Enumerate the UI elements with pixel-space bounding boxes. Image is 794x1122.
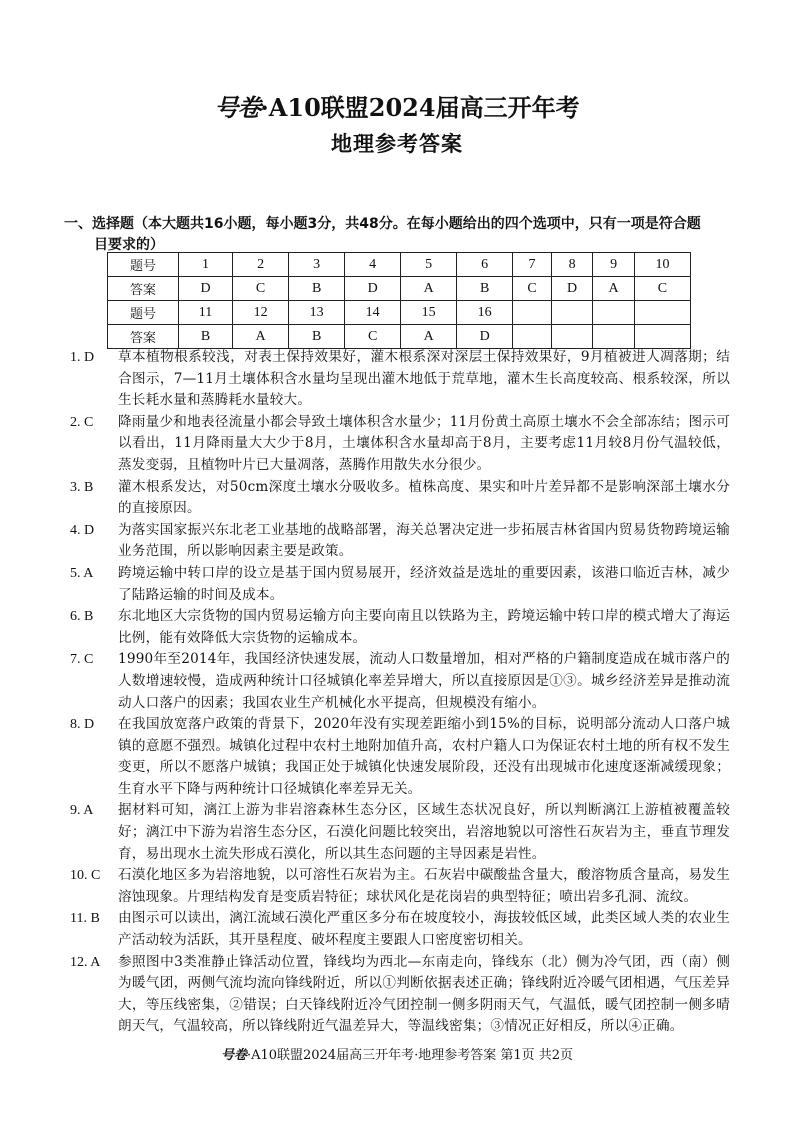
item-number: 8. D xyxy=(70,717,95,733)
item-explanation: 据材料可知，漓江上游为非岩溶森林生态分区，区域生态状况良好，所以判断漓江上游植被覆盖较好；漓江中下游为岩溶生态分区，石漠化问题比较突出，岩溶地貌以可溶性石灰岩为主，垂直节理发育，易出现水土流失形成石漠化，所以其生态问题的主导因素是岩性。 xyxy=(118,802,730,862)
answer-cell: A xyxy=(233,325,289,349)
item-number: 7. C xyxy=(70,652,94,668)
item-explanation: 东北地区大宗货物的国内贸易运输方向主要向南且以铁路为主，跨境运输中转口岸的模式增大了海运比例，能有效降低大宗货物的运输成本。 xyxy=(118,608,730,646)
item-number: 4. D xyxy=(70,522,95,538)
question-number-cell xyxy=(634,301,690,325)
question-number-cell: 8 xyxy=(551,253,593,277)
answer-cell: A xyxy=(401,325,457,349)
item-explanation: 1990年至2014年，我国经济快速发展，流动人口数量增加，相对严格的户籍制度造成在城市落户的人数增速较慢，造成两种统计口径城镇化率差异增大，所以直接原因是①③。城乡经济差异是推动流动人口落户的因素；我国农业生产机械化水平提高，但规模没有缩小。 xyxy=(118,651,730,711)
answer-cell: B xyxy=(457,277,513,301)
answer-cell: C xyxy=(233,277,289,301)
brand-logo: 号卷 xyxy=(214,93,261,122)
item-explanation: 为落实国家振兴东北老工业基地的战略部署，海关总署决定进一步拓展吉林省国内贸易货物跨境运输业务范围，所以影响因素主要是政策。 xyxy=(118,521,730,560)
answer-item xyxy=(70,908,730,951)
question-number-cell: 10 xyxy=(634,253,690,277)
answer-cell xyxy=(513,325,552,349)
answer-cell: B xyxy=(289,277,345,301)
answer-cell: A xyxy=(401,277,457,301)
answer-item xyxy=(70,714,730,800)
item-number: 11. B xyxy=(70,911,100,927)
title-text: ·A10联盟2024届高三开年考 xyxy=(260,93,580,122)
row-label: 题号 xyxy=(108,253,179,277)
answer-table xyxy=(107,252,691,349)
item-explanation: 参照图中3类准静止锋活动位置，锋线均为西北—东南走向，锋线东（北）侧为冷气团，西（南）侧为暖气团，两侧气流均流向锋线附近，所以①判断依据表述正确；锋线附近冷暖气团相遇，气压差异大，等压线密集，②错误；白天锋线附近冷气团控制一侧多阴雨天气，气温低，暖气团控制一侧多晴朗天气，气温较高，所以锋线附近气温差异大，等温线密集；③情况正好相反，所以④正确。 xyxy=(118,953,730,1035)
item-explanation: 由图示可以读出，漓江流域石漠化严重区多分布在坡度较小，海拔较低区域，此类区域人类的农业生产活动较为活跃，其开垦程度、破坏程度主要跟人口密度密切相关。 xyxy=(118,910,730,949)
item-number: 5. A xyxy=(70,565,94,581)
question-number-cell: 15 xyxy=(401,301,457,325)
question-number-cell: 13 xyxy=(289,301,345,325)
answer-item xyxy=(70,563,730,606)
question-number-cell xyxy=(513,301,552,325)
answer-cell: C xyxy=(345,325,401,349)
answer-cell: D xyxy=(179,277,233,301)
answer-cell xyxy=(593,325,635,349)
item-number: 12. A xyxy=(70,954,101,970)
answer-cell xyxy=(551,325,593,349)
answer-item xyxy=(70,520,730,563)
row-label: 题号 xyxy=(108,301,179,325)
row-label: 答案 xyxy=(108,277,179,301)
page-footer xyxy=(0,1044,794,1063)
answer-cell: D xyxy=(551,277,593,301)
answer-item xyxy=(70,865,730,908)
answer-item xyxy=(70,477,730,520)
answer-cell: B xyxy=(179,325,233,349)
answer-item xyxy=(70,347,730,412)
item-number: 2. C xyxy=(70,414,94,430)
answer-cell: B xyxy=(289,325,345,349)
answer-item xyxy=(70,606,730,649)
answer-row xyxy=(108,277,691,301)
section-heading xyxy=(64,214,730,256)
answer-explanations xyxy=(70,347,730,1038)
item-number: 10. C xyxy=(70,868,101,884)
question-number-cell: 2 xyxy=(233,253,289,277)
answer-item xyxy=(70,800,730,865)
document-title xyxy=(0,88,794,123)
answer-cell xyxy=(634,325,690,349)
question-number-cell xyxy=(551,301,593,325)
item-number: 9. A xyxy=(70,803,94,819)
question-number-cell: 4 xyxy=(345,253,401,277)
document-subtitle: 地理参考答案 xyxy=(331,131,463,156)
item-explanation: 在我国放宽落户政策的背景下，2020年没有实现差距缩小到15%的目标，说明部分流动人口落户城镇的意愿不强烈。城镇化过程中农村土地附加值升高，农村户籍人口为保证农村土地的所有权不发生变更，所以不愿落户城镇；我国正处于城镇化快速发展阶段，还没有出现城市化速度逐渐减缓现象；生育水平下降与两种统计口径城镇化率差异无关。 xyxy=(118,716,730,797)
item-number: 1. D xyxy=(70,350,95,365)
question-number-cell: 5 xyxy=(401,253,457,277)
item-explanation: 降雨量少和地表径流量小都会导致土壤体积含水量少；11月份黄土高原土壤水不会全部冻结；图示可以看出，11月降雨量大大少于8月，土壤体积含水量却高于8月，主要考虑11月较8月份气温较低，蒸发变弱，且植物叶片已大量凋落，蒸腾作用散失水分很少。 xyxy=(118,413,730,473)
question-number-row xyxy=(108,253,691,277)
question-number-cell: 14 xyxy=(345,301,401,325)
question-number-cell: 3 xyxy=(289,253,345,277)
item-explanation: 草本植物根系较浅，对表土保持效果好，灌木根系深对深层土保持效果好，9月植被进人凋落期；结合图示，7—11月土壤体积含水量均呈现出灌木地低于荒草地，灌木生长高度较高、根系较深，所以生长耗水量和蒸腾耗水量较大。 xyxy=(118,349,730,409)
item-explanation: 跨境运输中转口岸的设立是基于国内贸易展开，经济效益是选址的重要因素，该港口临近吉林，减少了陆路运输的时间及成本。 xyxy=(118,564,730,603)
row-label: 答案 xyxy=(108,325,179,349)
answer-cell: C xyxy=(634,277,690,301)
footer-logo: 号卷 xyxy=(220,1048,247,1063)
question-number-cell: 9 xyxy=(593,253,635,277)
answer-row xyxy=(108,325,691,349)
item-number: 3. B xyxy=(70,479,94,495)
answer-item xyxy=(70,952,730,1038)
question-number-row xyxy=(108,301,691,325)
answer-cell: D xyxy=(345,277,401,301)
answer-item xyxy=(70,649,730,714)
section-heading-line1: 一、选择题（本大题共16小题，每小题3分，共48分。在每小题给出的四个选项中，只有一项是符合题 xyxy=(64,216,701,232)
answer-cell: A xyxy=(593,277,635,301)
answer-cell: D xyxy=(457,325,513,349)
item-explanation: 灌木根系发达，对50cm深度土壤水分吸收多。植株高度、果实和叶片差异都不是影响深部土壤水分的直接原因。 xyxy=(118,478,730,517)
item-explanation: 石漠化地区多为岩溶地貌，以可溶性石灰岩为主。石灰岩中碳酸盐含量大，酸溶物质含量高，易发生溶蚀现象。片理结构发育是变质岩特征；球状风化是花岗岩的典型特征；喷出岩多孔洞、流纹。 xyxy=(118,867,730,905)
section-heading-line2: 目要求的） xyxy=(94,237,164,253)
question-number-cell: 16 xyxy=(457,301,513,325)
answer-item xyxy=(70,412,730,477)
answer-cell: C xyxy=(513,277,552,301)
question-number-cell: 6 xyxy=(457,253,513,277)
footer-text: ·A10联盟2024届高三开年考·地理参考答案 第1页 共2页 xyxy=(246,1048,574,1063)
question-number-cell xyxy=(593,301,635,325)
question-number-cell: 1 xyxy=(179,253,233,277)
item-number: 6. B xyxy=(70,609,94,625)
question-number-cell: 7 xyxy=(513,253,552,277)
question-number-cell: 11 xyxy=(179,301,233,325)
question-number-cell: 12 xyxy=(233,301,289,325)
